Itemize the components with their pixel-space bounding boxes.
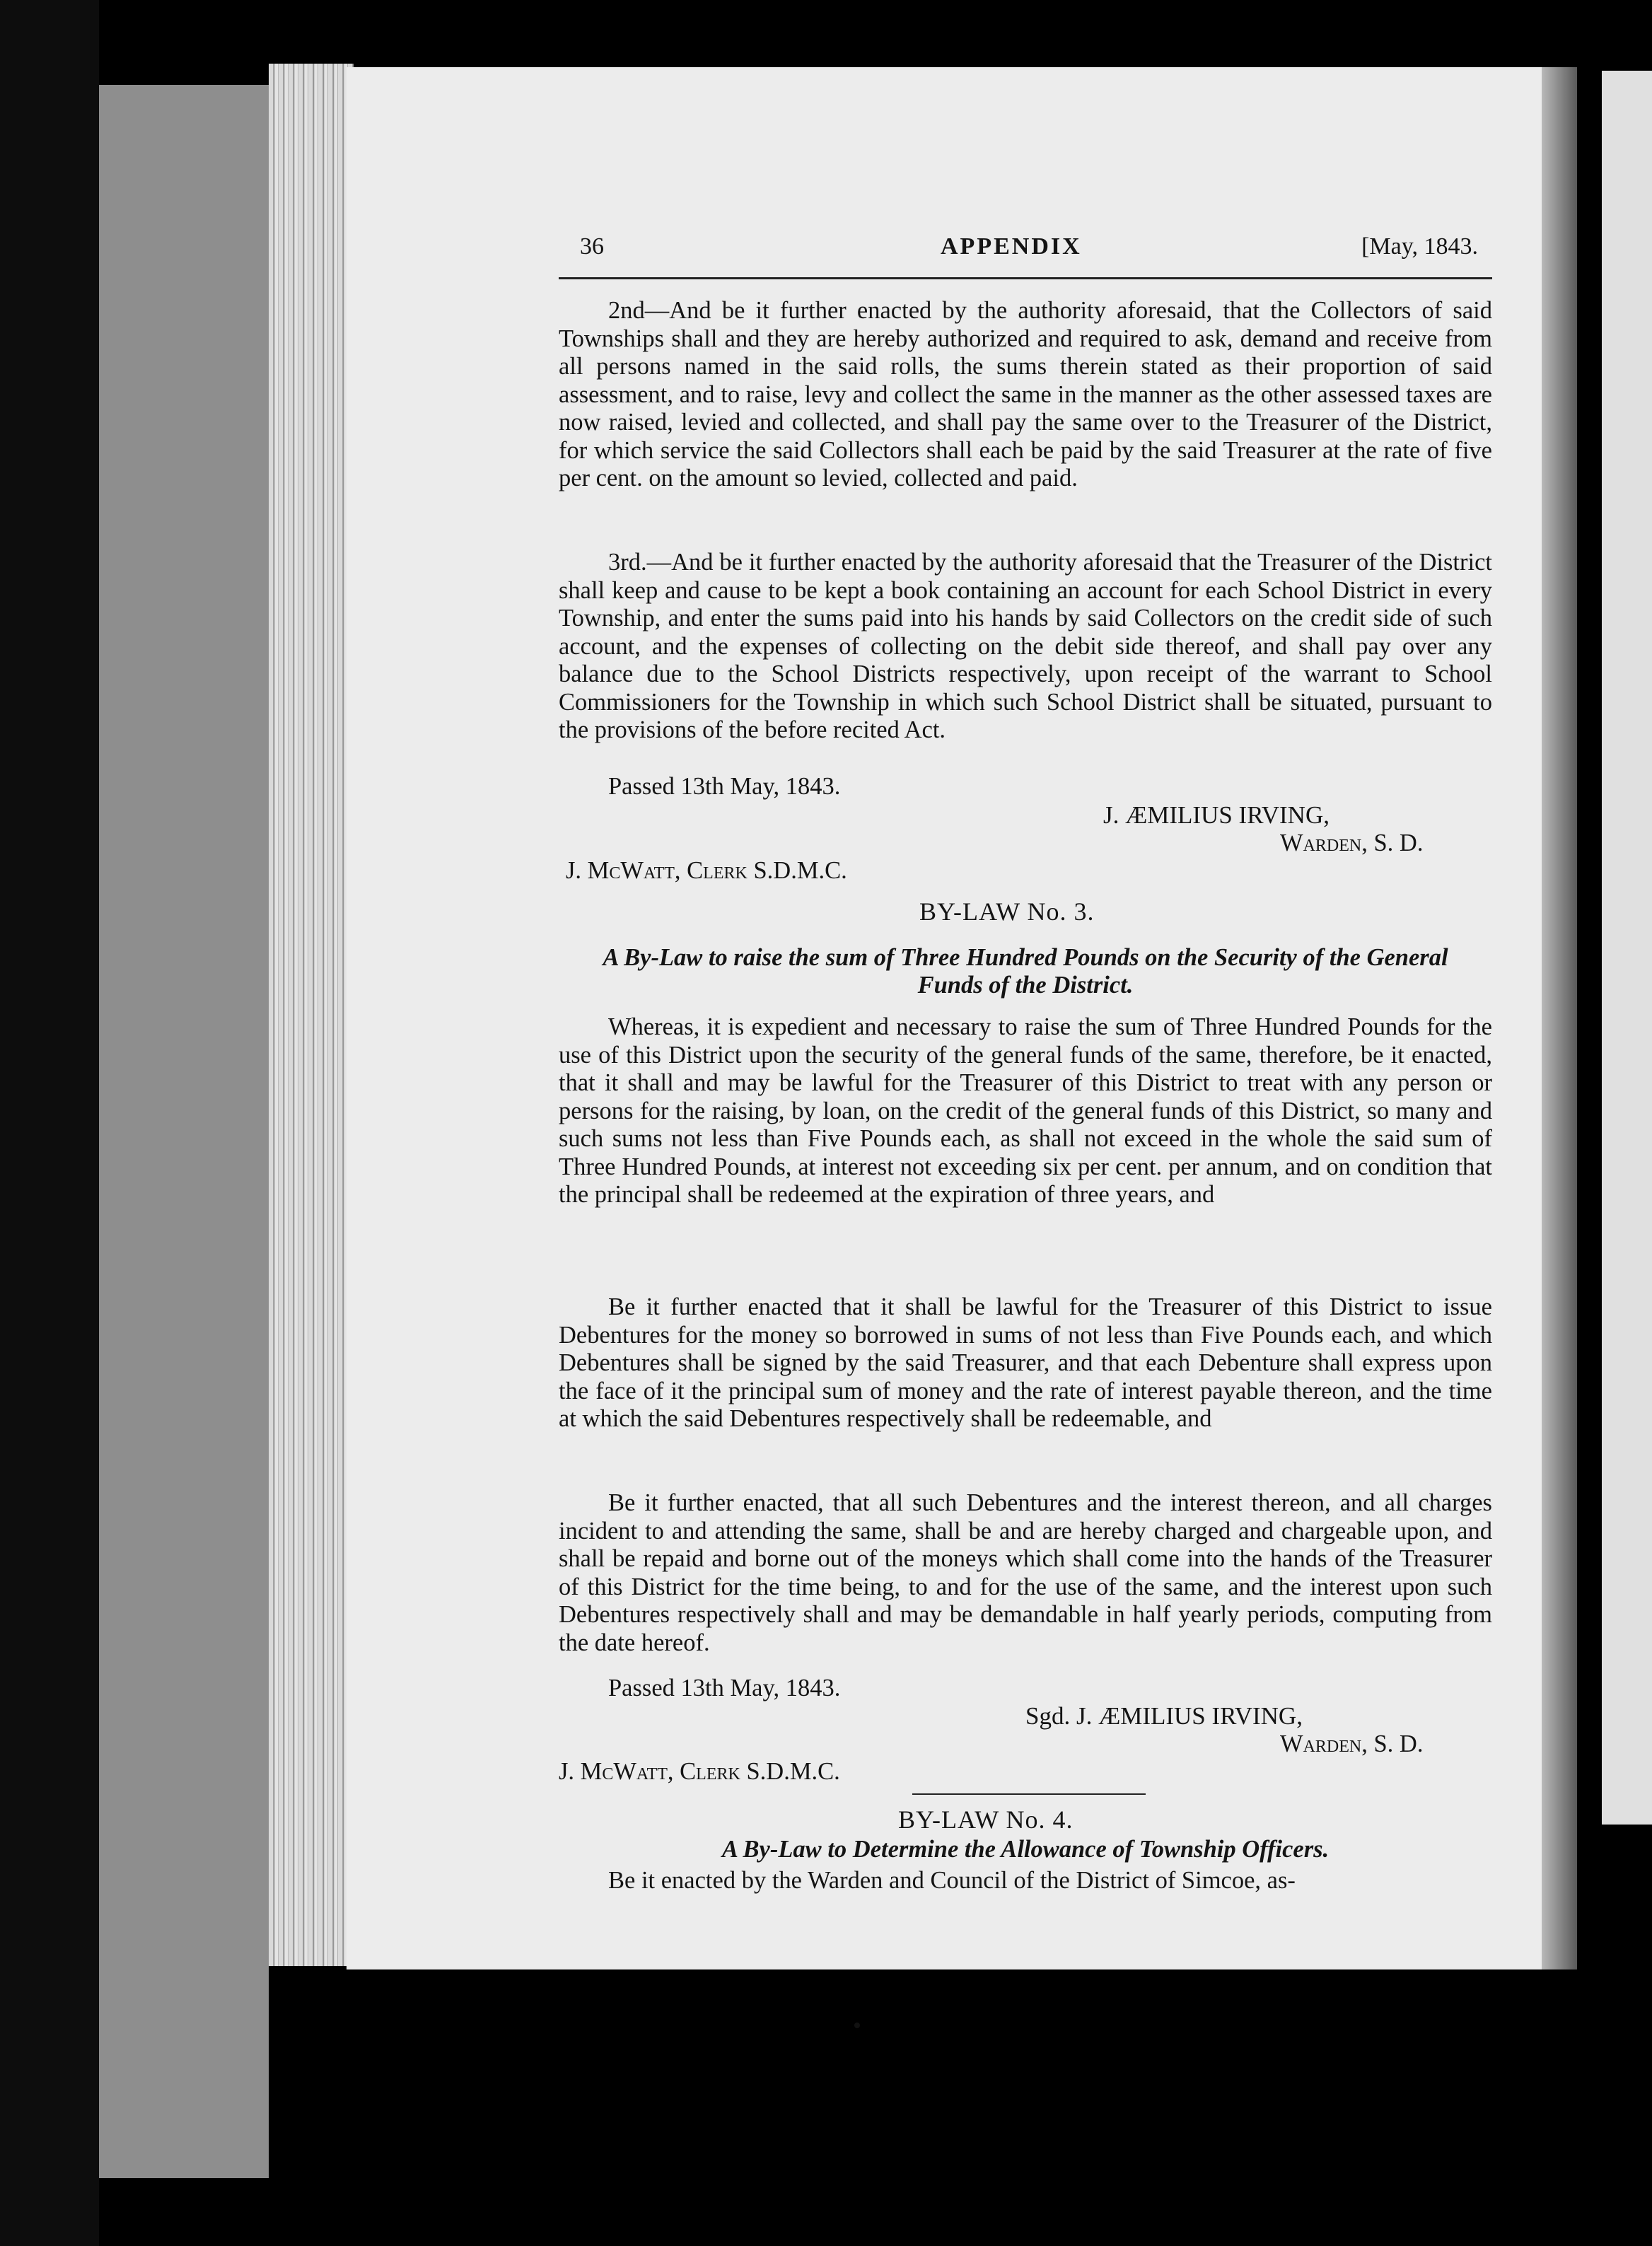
passed-date-2: Passed 13th May, 1843. — [608, 1675, 841, 1701]
bylaw-3-title: A By-Law to raise the sum of Three Hundred Pounds on the Security of the General Funds of the District. — [603, 944, 1448, 999]
running-title: APPENDIX — [941, 233, 1082, 260]
bylaw-4-opening: Be it enacted by the Warden and Council of the District of Simcoe, as- — [608, 1867, 1296, 1894]
book-cover-edge — [99, 85, 269, 2178]
paragraph-further-1: Be it further enacted that it shall be lawful for the Treasurer of this District to issue Debentures for the money so borrowed in sums of not less than Five Pounds each, and which Debentures shall be signed by the said Treasurer, and that each Debenture shall express upon the face of it the principal sum of money and the rate of interest payable thereon, and the time at which the said Debentures respectively shall be redeemable, and — [559, 1293, 1492, 1432]
header-rule — [559, 277, 1492, 279]
bylaw-4-heading: BY-LAW No. 4. — [898, 1805, 1074, 1834]
running-date: [May, 1843. — [1361, 233, 1478, 260]
bylaw-4-title: A By-Law to Determine the Allowance of Township Officers. — [721, 1836, 1330, 1863]
warden-title-1: Warden, S. D. — [1280, 830, 1424, 856]
paragraph-further-2: Be it further enacted, that all such Debentures and the interest thereon, and all charges incident to and attending the same, shall be and are hereby charged and chargeable upon, and shall be repaid and borne out of the moneys which shall come into the hands of the Treasurer of this District for the time being, to and for the use of the same, and the interest upon such Debentures respectively shall and may be demandable in half yearly periods, computing from the date hereof. — [559, 1489, 1492, 1656]
section-rule — [912, 1793, 1146, 1795]
paragraph-3rd: 3rd.—And be it further enacted by the authority aforesaid that the Treasurer of the District shall keep and cause to be kept a book containing an account for each School District in every Township, and enter the sums paid into his hands by said Collectors on the credit side of such account, and the expenses of collecting on the debit side thereof, and shall pay over any balance due to the School Districts respectively, upon receipt of the warrant to School Commissioners for the Township in which such School District shall be situated, pursuant to the provisions of the before recited Act. — [559, 549, 1492, 743]
paragraph-whereas: Whereas, it is expedient and necessary to raise the sum of Three Hundred Pounds for the use of this District upon the security of the general funds of the same, therefore, be it enacted, that it shall and may be lawful for the Treasurer of this District to treat with any person or persons for the raising, by loan, on the credit of the general funds of this District, so many and such sums not less than Five Pounds each, as shall not exceed in the whole the said sum of Three Hundred Pounds, at interest not exceeding six per cent. per annum, and on condition that the principal shall be redeemed at the expiration of three years, and — [559, 1013, 1492, 1208]
scan-dark-margin — [0, 0, 99, 2246]
warden-title-2: Warden, S. D. — [1280, 1730, 1424, 1757]
warden-signature-1: J. ÆMILIUS IRVING, — [1103, 801, 1330, 829]
page-stack-edges — [269, 64, 354, 1966]
paragraph-2nd: 2nd—And be it further enacted by the authority aforesaid, that the Collectors of said Townships shall and they are hereby authorized and required to ask, demand and receive from all persons named in the said rolls, the sums therein stated as their proportion of said assessment, and to raise, levy and collect the same in the manner as the other assessed taxes are now raised, levied and collected, and shall pay the same over to the Treasurer of the District, for which service the said Collectors shall each be paid by the said Treasurer at the rate of five per cent. on the amount so levied, collected and paid. — [559, 297, 1492, 491]
facing-page-edge — [1602, 71, 1652, 1825]
book-gutter — [1542, 67, 1577, 1969]
clerk-signature-1: J. McWatt, Clerk S.D.M.C. — [566, 857, 847, 884]
running-header — [559, 233, 1492, 276]
clerk-signature-2: J. McWatt, Clerk S.D.M.C. — [559, 1758, 840, 1785]
warden-signature-2: Sgd. J. ÆMILIUS IRVING, — [1025, 1702, 1303, 1730]
passed-date-1: Passed 13th May, 1843. — [608, 773, 841, 800]
page-number: 36 — [580, 233, 604, 260]
bylaw-3-heading: BY-LAW No. 3. — [919, 897, 1095, 926]
ink-speck — [854, 2023, 860, 2028]
